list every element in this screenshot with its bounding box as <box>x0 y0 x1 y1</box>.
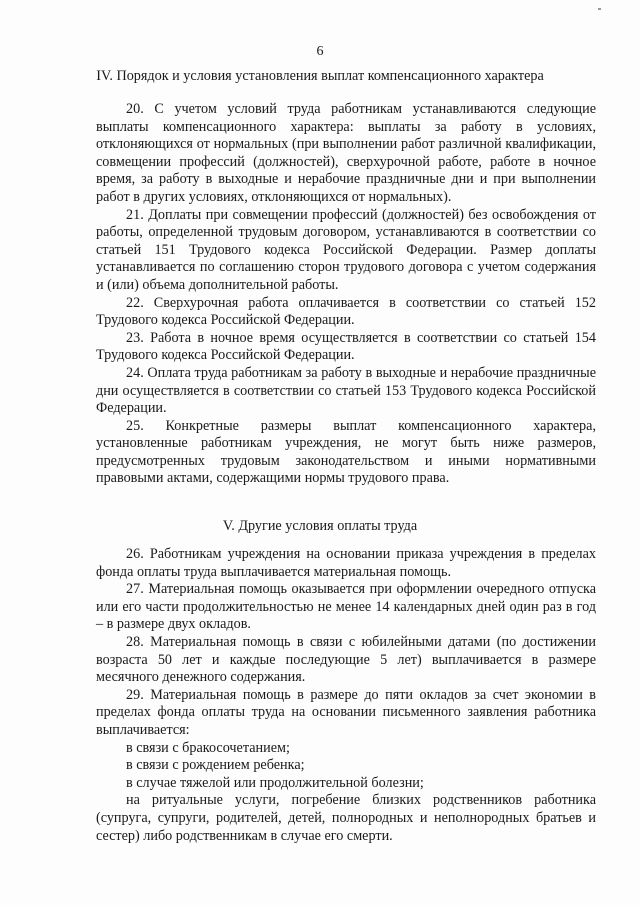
paragraph-27: 27. Материальная помощь оказывается при оформлении очередного отпуска или его части продолжительностью не менее 14 календарных дней один раз в год – в размере двух окладов. <box>96 581 596 633</box>
section-5-body <box>96 546 596 845</box>
paragraph-29: 29. Материальная помощь в размере до пяти окладов за счет экономии в пределах фонда оплаты труда на основании письменного заявления работника выплачивается: <box>96 686 596 738</box>
paragraph-23: 23. Работа в ночное время осуществляется в соответствии со статьей 154 Трудового кодекса Российской Федерации. <box>96 329 596 364</box>
paragraph-28: 28. Материальная помощь в связи с юбилейными датами (по достижении возраста 50 лет и каждые последующие 5 лет) выплачивается в размере месячного денежного содержания. <box>96 633 596 686</box>
paragraph-22: 22. Сверхурочная работа оплачивается в соответствии со статьей 152 Трудового кодекса Российской Федерации. <box>96 294 596 329</box>
paragraph-20: 20. С учетом условий труда работникам устанавливаются следующие выплаты компенсационного характера: выплаты за работу в условиях, отклоняющихся от нормальных (при выполнении работ различной квалификации, совмещении профессий (должностей), сверхурочной работе, работе в ночное время, за работу в выходные и нерабочие праздничные дни и при выполнении работ в других условиях, отклоняющихся от нормальных). <box>96 101 596 205</box>
page-number: 6 <box>316 44 324 59</box>
list-item-funeral: на ритуальные услуги, погребение близких родственников работника (супруга, супруги, родителей, детей, полнородных и неполнородных братьев и сестер) либо родственникам в случае его смерти. <box>96 792 596 844</box>
paragraph-26: 26. Работникам учреждения на основании приказа учреждения в пределах фонда оплаты труда выплачивается материальная помощь. <box>96 546 596 580</box>
section-5-heading: V. Другие условия оплаты труда <box>222 518 418 534</box>
paragraph-21: 21. Доплаты при совмещении профессий (должностей) без освобождения от работы, определенной трудовым договором, устанавливаются в соответствии со статьей 151 Трудового кодекса Российской Федерации. Размер доплаты устанавливается по соглашению сторон трудового договора с учетом содержания и (или) объема дополнительной работы. <box>96 206 596 293</box>
paragraph-25: 25. Конкретные размеры выплат компенсационного характера, установленные работникам учреждения, не могут быть ниже размеров, предусмотренных трудовым законодательством и иными нормативными правовыми актами, содержащими нормы трудового права. <box>96 417 596 487</box>
list-item-illness: в случае тяжелой или продолжительной болезни; <box>126 774 424 791</box>
section-4-heading: IV. Порядок и условия установления выплат компенсационного характера <box>96 68 544 84</box>
section-4-body <box>96 101 596 488</box>
list-item-marriage: в связи с бракосочетанием; <box>126 739 290 756</box>
scan-speck <box>598 8 601 10</box>
list-item-childbirth: в связи с рождением ребенка; <box>126 757 305 774</box>
paragraph-24: 24. Оплата труда работникам за работу в выходные и нерабочие праздничные дни осуществляется в соответствии со статьей 153 Трудового кодекса Российской Федерации. <box>96 364 596 417</box>
